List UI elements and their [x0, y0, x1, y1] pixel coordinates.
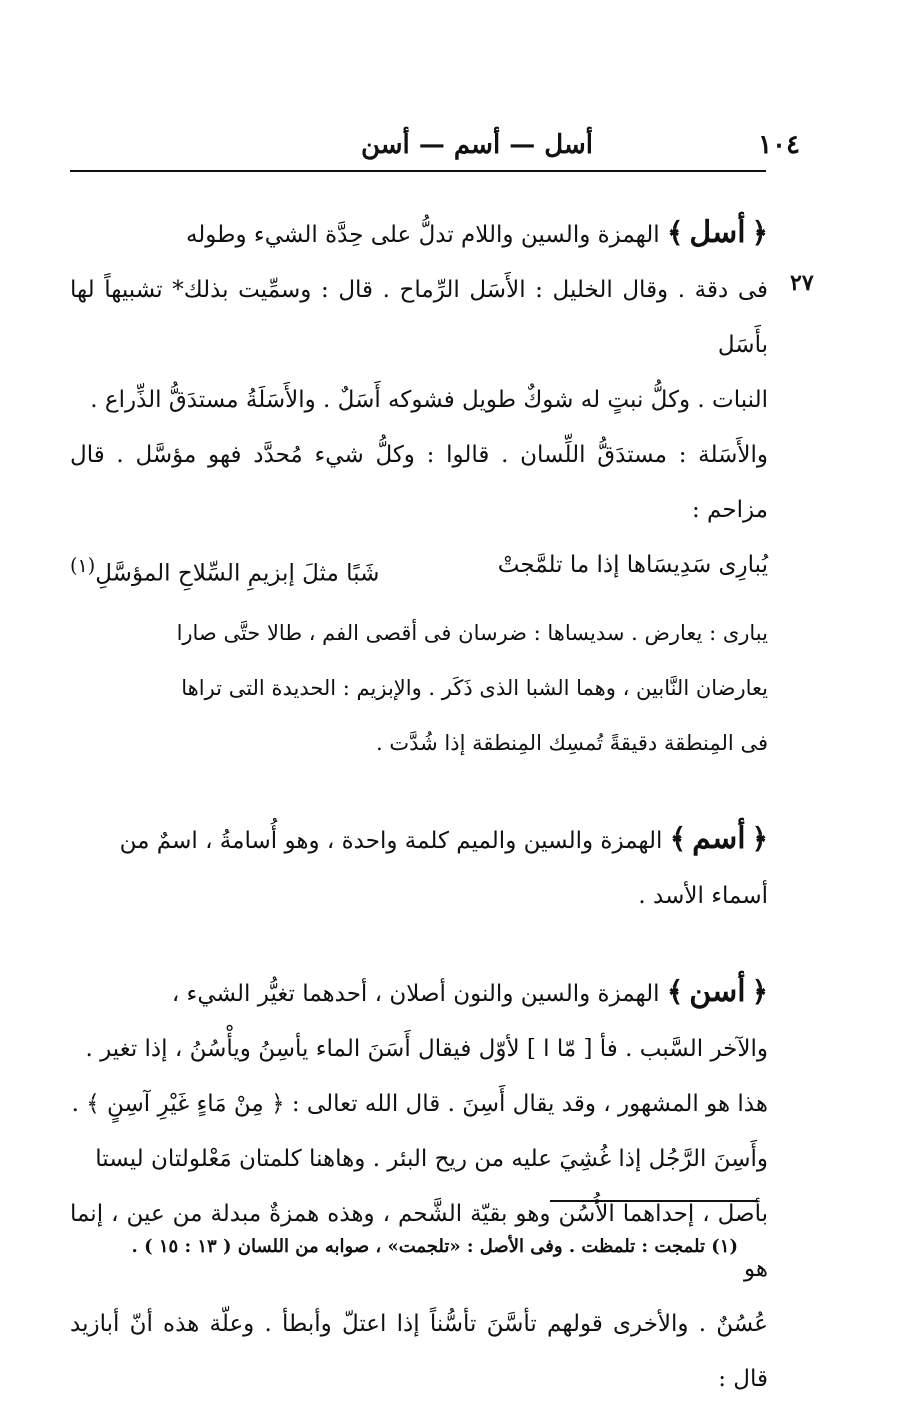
entry-line — [70, 205, 768, 263]
entry-line: هذا هو المشهور ، وقد يقال أَسِنَ . قال الله تعالى : ﴿ مِنْ مَاءٍ غَيْرِ آسِنٍ ﴾ . — [71, 1090, 768, 1117]
running-head: أسل — أسم — أسن — [360, 130, 593, 160]
gloss-line: يبارى : يعارض . سديساها : ضرسان فى أقصى الفم ، طالا حتَّى صارا — [176, 620, 768, 645]
entry-text: الهمزة والسين والنون أصلان ، أحدهما تغيُّر الشيء ، — [171, 980, 660, 1007]
page-header — [70, 122, 848, 168]
open-bracket: ﴿ — [751, 974, 768, 1008]
entry-line: والأَسَلة : مستدَقُّ اللِّسان . قالوا : وكلُّ شيء مُحدَّد فهو مؤسَّل . قال مزاحم : — [70, 442, 768, 523]
footnote: (١) تلمجت : تلمظت . وفى الأصل : «تلجمت» ، صوابه من اللسان ( ١٣ : ١٥ ) . — [131, 1236, 738, 1257]
head-word: أسن — [689, 973, 746, 1009]
entry-asal — [70, 205, 768, 771]
page-number: ١٠٤ — [758, 130, 800, 160]
entry-gap — [70, 771, 768, 811]
entry-line: عُسُنٌ . والأخرى قولهم تأسَّنَ تأسُّناً إذا اعتلّ وأبطأ . وعلّة هذه أنّ أبازيد قال : — [70, 1310, 768, 1392]
close-bracket: ﴾ — [669, 821, 687, 855]
entry-line — [70, 811, 768, 869]
verse-first-half: يُبارِى سَدِيسَاها إذا ما تلمَّجتْ — [497, 552, 768, 578]
footnote-ref: (١) — [70, 554, 96, 577]
entry-line: بأصل ، إحداهما الأُسُن وهو بقيّة الشَّحم ، وهذه همزةٌ مبدلة من عين ، إنما هو — [70, 1200, 768, 1282]
open-bracket: ﴿ — [751, 216, 768, 249]
gloss — [70, 606, 768, 771]
entry-line: وأَسِنَ الرَّجُل إذا غُشِيَ عليه من ريح البئر . وهاهنا كلمتان مَعْلولتان ليستا — [95, 1145, 768, 1172]
entry-text: الهمزة والسين واللام تدلُّ على حِدَّة الشيء وطوله — [185, 222, 660, 248]
head-word: أسم — [692, 820, 746, 856]
close-bracket: ﴾ — [666, 216, 684, 249]
entry-line: أسماء الأسد . — [638, 882, 768, 909]
head-word: أسل — [689, 215, 746, 250]
open-bracket: ﴿ — [751, 821, 768, 855]
gloss-line: يعارضان النَّابين ، وهما الشبا الذى ذَكَر . والإبزيم : الحديدة التى تراها — [181, 675, 768, 700]
verse-second-half-text: شَبًا مثلَ إبزيمِ السِّلاحِ المؤسَّلِ — [95, 560, 380, 587]
entry-text: الهمزة والسين والميم كلمة واحدة ، وهو أُسامةُ ، اسمٌ من — [119, 827, 663, 854]
entry-asam — [70, 811, 768, 924]
entry-asan — [70, 964, 768, 1407]
entry-gap — [70, 924, 768, 964]
entry-line — [70, 964, 768, 1022]
verse-second-half — [70, 538, 379, 602]
poem-verse — [70, 538, 768, 602]
entry-line: والآخر السَّبب . فأ [ مّا ا ] لأوّل فيقال أَسَنَ الماء يأسِنُ ويأْسُنُ ، إذا تغير . — [85, 1035, 768, 1062]
margin-number: ٢٧ — [790, 270, 814, 296]
close-bracket: ﴾ — [666, 974, 684, 1008]
entry-line: النبات . وكلُّ نبتٍ له شوكٌ طويل فشوكه أَسَلٌ . والأَسَلَةُ مستدَقُّ الذِّراع . — [90, 387, 768, 413]
entry-line: فى دقة . وقال الخليل : الأَسَل الرِّماح . قال : وسمِّيت بذلك* تشبيهاً لها بأَسَل — [70, 277, 768, 358]
body-text — [70, 205, 768, 1407]
header-rule — [70, 170, 766, 172]
footnote-rule — [550, 1200, 758, 1202]
gloss-line: فى المِنطقة دقيقةً تُمسِك المِنطقة إذا شُدَّت . — [375, 730, 768, 755]
